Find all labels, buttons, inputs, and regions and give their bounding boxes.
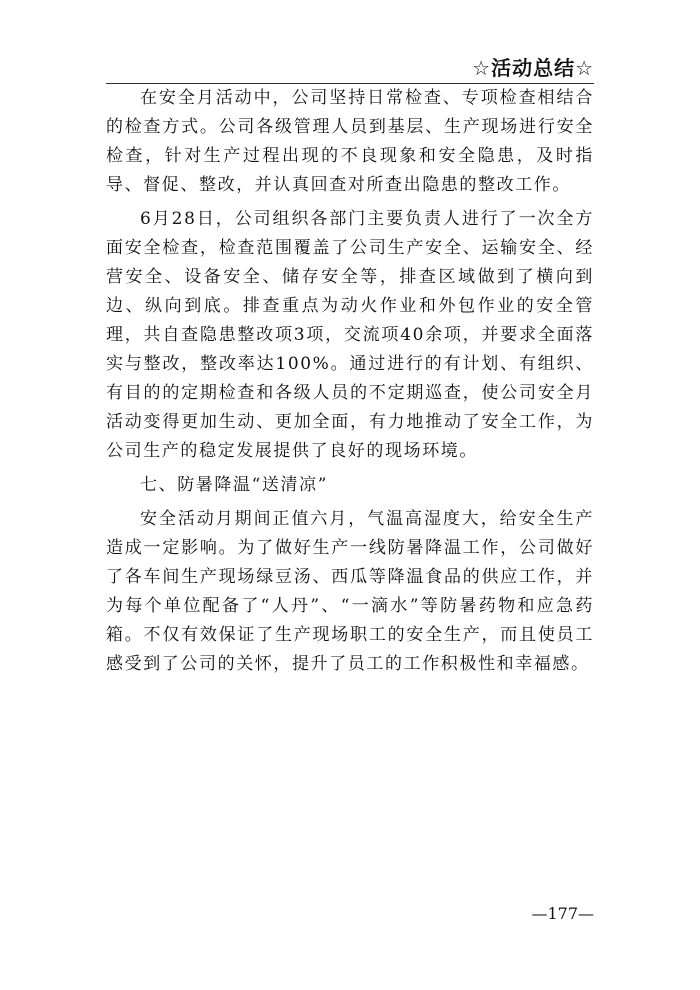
paragraph-inspection: 在安全月活动中，公司坚持日常检查、专项检查相结合的检查方式。公司各级管理人员到基层、生产现场进行安全检查，针对生产过程出现的不良现象和安全隐患，及时指导、督促、整改，并认真回查对所查出隐患的整改工作。 [106, 88, 594, 195]
section-heading-heat-relief: 七、防暑降温“送清凉” [140, 475, 328, 495]
page-number: —177— [531, 904, 594, 923]
document-body [106, 84, 594, 679]
paragraph-heat-relief: 安全活动月期间正值六月，气温高湿度大，给安全生产造成一定影响。为了做好生产一线防暑降温工作，公司做好了各车间生产现场绿豆汤、西瓜等降温食品的供应工作，并为每个单位配备了“人丹”、“一滴水”等防暑药物和应急药箱。不仅有效保证了生产现场职工的安全生产，而且使员工感受到了公司的关怀，提升了员工的工作积极性和幸福感。 [106, 509, 594, 674]
page-header-title: ☆活动总结☆ [472, 56, 594, 80]
paragraph-june-28-check: 6月28日，公司组织各部门主要负责人进行了一次全方面安全检查，检查范围覆盖了公司生产安全、运输安全、经营安全、设备安全、储存安全等，排查区域做到了横向到边、纵向到底。排查重点为动火作业和外包作业的安全管理，共自查隐患整改项3项，交流项40余项，并要求全面落实与整改，整改率达100%。通过进行的有计划、有组织、有目的的定期检查和各级人员的不定期巡查，使公司安全月活动变得更加生动、更加全面，有力地推动了安全工作，为公司生产的稳定发展提供了良好的现场环境。 [106, 209, 594, 461]
